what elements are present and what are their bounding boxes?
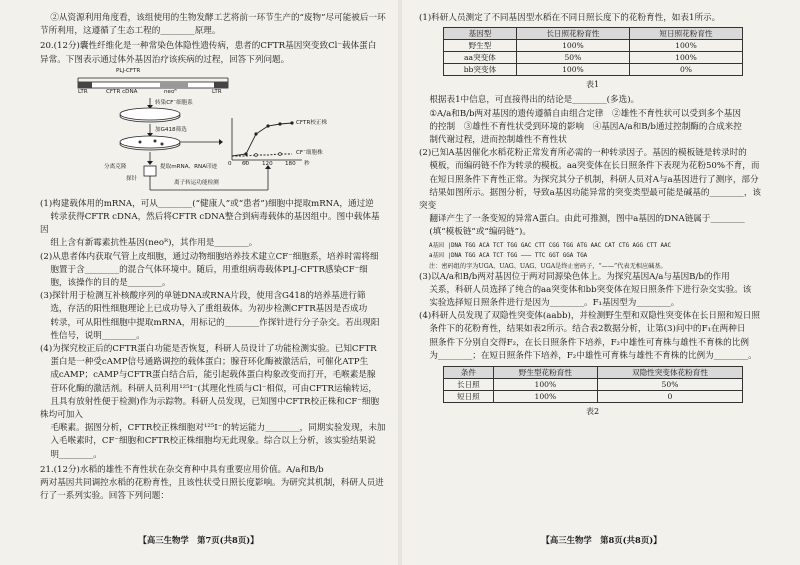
sub-question-line: 在短日照条件下育性正常。为探究其分子机制，科研人员对A与a基因进行了测序，部分	[429, 174, 759, 185]
cftr-corrected-curve	[232, 123, 292, 156]
question-21-line: 21.(12分)水稻的雄性不育性状在杂交育种中具有重要应用价值。A/a和B/b	[40, 464, 324, 475]
tube	[144, 166, 156, 176]
data-point	[290, 121, 293, 124]
table-header: 双隐性突变体花粉育性	[597, 367, 742, 379]
data-point	[278, 122, 281, 125]
table-cell: 野生型	[444, 40, 517, 52]
neo-block	[160, 82, 188, 88]
func-label: 离子转运功能检测	[174, 179, 219, 186]
table-cell: 长日照	[444, 379, 494, 391]
tick-label: 0	[228, 160, 232, 167]
table-header-row	[444, 367, 743, 379]
sub-question-line: 选，存活的阳性细胞理论上已成功导入了重组载体。为初步检测CFTR基因是否成功	[50, 304, 368, 315]
sub-question-line: 胞，该操作的目的是________。	[50, 278, 171, 289]
text-line: ②从资源利用角度看，该组使用的生物发酵工艺将前一环节生产的“废物”尽可能被后一环	[50, 13, 386, 23]
data-point	[244, 152, 247, 155]
sub-question-line: 根据表1中信息，可直接得出的结论是________(多选)。	[429, 95, 640, 106]
table-cell: 100%	[629, 52, 742, 64]
table-header: 条件	[444, 367, 494, 379]
question-20-line: 20.(12分)囊性纤维化是一种常染色体隐性遗传病，患者的CFTR基因突变致Cl⁻载体蛋白	[40, 41, 377, 52]
table-1	[443, 27, 743, 76]
table-cell: 50%	[597, 379, 742, 391]
split-label: 分离克隆	[104, 163, 127, 170]
petri-dish-2-top	[120, 136, 180, 148]
table-row	[444, 52, 743, 64]
table-cell: 100%	[493, 391, 597, 403]
sub-question-line: 且具有放射性便于检测)作为示踪物。科研人员发现，已知图中CFTR校正株和CF⁻细胞株均可加入	[40, 396, 380, 421]
transfer-label: 转染CF¯细胞系	[155, 99, 193, 106]
arrow-3-head	[147, 161, 153, 165]
table-cell: 0	[597, 391, 742, 403]
data-point	[279, 152, 282, 155]
table-cell: 0%	[629, 64, 742, 76]
table-1-caption: 表1	[585, 80, 600, 90]
page-gutter	[398, 0, 402, 565]
table-cell: 100%	[516, 64, 629, 76]
sub-question-line: 条件下的花粉育性，结果如表2所示。结合表2数据分析，让第(3)问中的F₁在两种日	[429, 324, 746, 335]
sub-question-line: 转录，可从阳性细胞中提取mRNA，用标记的________作探针进行分子杂交。若出现阳	[50, 317, 380, 328]
neo-label: neoᴿ	[164, 88, 177, 95]
sub-question-line: 蛋白是一种受cAMP信号通路调控的载体蛋白；腺苷环化酶被激活后，可催化ATP生	[50, 357, 369, 368]
table-cell: bb突变体	[444, 64, 517, 76]
cf-negative-label: CF¯细胞株	[296, 149, 323, 156]
gene-therapy-diagram	[40, 68, 387, 196]
sub-question-line: ①A/a和B/b两对基因的遗传遵循自由组合定律 ②雄性不育性状可以受到多个基因	[429, 108, 741, 119]
colony	[139, 140, 142, 143]
sub-question-line: (填“模板链”或“编码链”)。	[429, 227, 531, 238]
ltr-left-block	[78, 82, 92, 88]
probe-label: 探针	[126, 175, 138, 182]
ltr-right-label: LTR	[212, 88, 222, 95]
vector-bar	[78, 82, 228, 88]
sub-question-line: 毛喉素。据图分析，CFTR校正株细胞对¹²⁵I⁻的转运能力________，同期实验发现，未加	[50, 423, 386, 434]
table-2-caption: 表2	[585, 407, 600, 417]
sub-question-line: (3)探针用于检测互补核酸序列的单链DNA或RNA片段，使用含G418的培养基进行筛	[40, 291, 366, 302]
sequence-note: 注：密码组的字为UGA、UAG、UAG、UGA是终止密码子，“——”代表无相应碱基。	[429, 262, 667, 270]
diagram-svg	[40, 68, 380, 196]
sub-question-line: 为________；在短日照条件下培养，F₂中雄性可育株与雄性不育株的比例为________。	[429, 350, 757, 361]
table-row	[444, 391, 743, 403]
question-20-line: 异常。下图表示通过体外基因治疗该疾病的过程，回答下列问题。	[40, 54, 290, 65]
ltr-left-label: LTR	[78, 88, 88, 95]
arrow-4-head	[219, 139, 223, 145]
sub-question-line: 的控制 ③雄性不育性状受到环境的影响 ④基因A/a和B/b通过控制酶的合成来控	[429, 121, 742, 132]
table-row	[444, 64, 743, 76]
text-line: 节所利用，这遵循了生态工程的________原理。	[40, 26, 221, 37]
page-footer: 【高三生物学 第8页(共8页)】	[541, 534, 662, 545]
colony	[154, 139, 157, 142]
sub-question-line: (4)科研人员发现了双隐性突变体(aabb)，并检测野生型和双隐性突变体在长日照和短日照	[419, 311, 760, 322]
table-cell: 100%	[493, 379, 597, 391]
petri-dish-1-top	[120, 108, 180, 120]
table-2	[443, 366, 743, 403]
tick-label: 60	[242, 160, 250, 167]
sub-question-line: (4)为探究校正后的CFTR蛋白功能是否恢复，科研人员设计了功能检测实验。已知CFTR	[40, 344, 377, 355]
sub-question-line: 照条件下分别自交得F₂，在长日照条件下培养，F₂中雄性可育株与雄性不育株的比例	[429, 337, 749, 348]
vector-label: PLJ-CFTR	[116, 67, 141, 74]
sub-question-line: 明________。	[50, 449, 102, 460]
sub-question-line: 制代谢过程，进而控制雄性不育性状	[429, 135, 567, 146]
data-point	[266, 124, 269, 127]
table-header: 短日照花粉育性	[629, 28, 742, 40]
ltr-right-block	[214, 82, 228, 88]
sub-question-line: (1)科研人员测定了不同基因型水稻在不同日照长度下的花粉育性，如表1所示。	[419, 13, 721, 23]
table-cell: 100%	[629, 40, 742, 52]
table-header: 野生型花粉育性	[493, 367, 597, 379]
table-header: 基因型	[444, 28, 517, 40]
cftr-label: CFTR cDNA	[106, 88, 138, 95]
g418-label: 加G418筛选	[155, 126, 187, 133]
colony	[161, 142, 164, 145]
sub-question-line: 性信号，说明________。	[50, 330, 145, 341]
time-unit-label: 秒	[304, 160, 310, 167]
question-21-line: 行了一系列实验。回答下列问题：	[40, 491, 169, 502]
page-footer: 【高三生物学 第7页(共8页)】	[138, 534, 259, 545]
sequence-a: A基因 |DNA TGG ACA TCT TGG GAC CTT CGG TGG ATG AAC CAT CTG AGG CTT AAC	[429, 242, 671, 249]
table-cell: 50%	[516, 52, 629, 64]
sub-question-line: 模板，而编码链不作为转录的模板。aa突变体在长日照条件下表现为花粉50%不育，而	[429, 161, 760, 172]
sub-question-line: 苷环化酶的激活剂。科研人员利用¹²⁵I⁻(其理化性质与Cl⁻相似，可由CFTR运输转运，	[50, 383, 377, 394]
sub-question-line: 转录获得CFTR cDNA，然后将CFTR cDNA整合到病毒载体的基因组中。图中载体基因	[40, 212, 380, 236]
tick-label: 180	[285, 160, 296, 167]
table-header-row	[444, 28, 743, 40]
data-point	[255, 153, 258, 156]
sub-question-line: 结果如图所示。据图分析，导致a基因功能异常的突变类型最可能是碱基的________，该突变	[419, 187, 762, 212]
question-21-line: 两对基因共同调控水稻的花粉育性，且该性状受日照长度影响。为研究其机制，科研人员进	[40, 478, 384, 489]
table-cell: 短日照	[444, 391, 494, 403]
sub-question-line: 关系，科研人员选择了纯合的aa突变体和bb突变体在短日照条件下进行杂交实验。该	[429, 284, 752, 295]
sub-question-line: (2)从患者体内获取气管上皮细胞，通过动物细胞培养技术建立CF⁻细胞系，培养时需将细	[40, 251, 379, 262]
sub-question-line: 翻译产生了一条变短的异常A蛋白。由此可推测，图中a基因的DNA链属于________	[429, 214, 745, 225]
sub-question-line: 成cAMP；cAMP与CFTR蛋白结合后，能引起载体蛋白构象改变而打开，毛喉素是腺	[50, 370, 376, 381]
sequence-b: a基因 |DNA TGG ACA TCT TGG ——— TTC GGT GGA TGA	[429, 253, 588, 260]
sub-question-line: 入毛喉素时，CF⁻细胞和CFTR校正株细胞均无此现象。综合以上分析，该实验结果说	[50, 436, 376, 447]
sub-question-line: (1)构建载体用的mRNA，可从________(“健康人”或“患者”)细胞中提取mRNA，通过逆	[40, 198, 374, 209]
sub-question-line: (3)以A/a和B/b两对基因位于两对同源染色体上。为探究基因A/a与基因B/b的作用	[419, 271, 730, 282]
table-header: 长日照花粉育性	[516, 28, 629, 40]
sub-question-line: 组上含有新霉素抗性基因(neoᴿ)，其作用是________。	[50, 238, 258, 249]
sub-question-line: 实验选择短日照条件进行是因为________。F₁基因型为________。	[429, 298, 680, 309]
sub-question-line: (2)已知A基因催化水稻花粉正常发育所必需的一种转录因子。基因的模板链是转录时的	[419, 148, 747, 159]
data-point	[254, 132, 257, 135]
sub-question-line: 胞置于含________的混合气体环境中。随后，用重组病毒载体PLJ-CFTR感染CF⁻细	[50, 264, 368, 275]
tick-label: 120	[262, 160, 273, 167]
table-cell: aa突变体	[444, 52, 517, 64]
table-cell: 100%	[516, 40, 629, 52]
page-left	[0, 0, 397, 565]
extract-label: 提取mRNA、RNA印迹	[160, 163, 218, 170]
cftr-corrected-label: CFTR校正株	[296, 119, 328, 126]
page-right	[403, 0, 800, 565]
table-row	[444, 379, 743, 391]
table-row	[444, 40, 743, 52]
